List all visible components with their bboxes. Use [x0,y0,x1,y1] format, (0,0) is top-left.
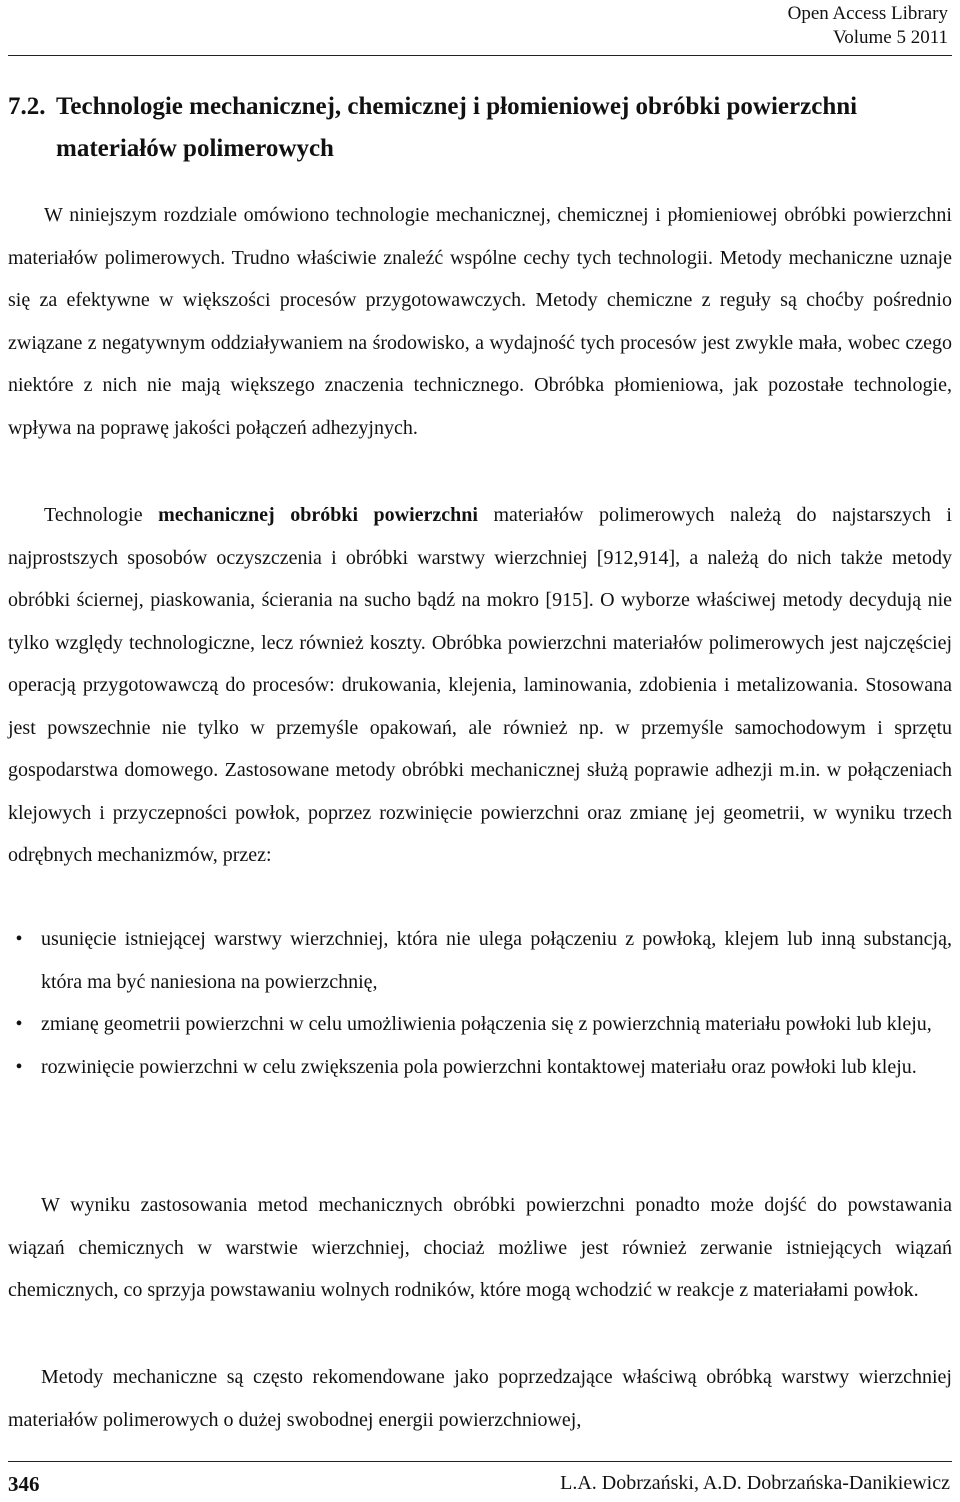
section-heading [8,86,908,170]
list-item-text: usunięcie istniejącej warstwy wierzchniej, która nie ulega połączeniu z powłoką, klejem lub inną substancją, która ma być naniesiona na powierzchnię, [41,928,952,993]
list-item [8,1003,952,1046]
page-number: 346 [8,1472,40,1496]
paragraph-chemical-bonds: W wyniku zastosowania metod mechanicznych obróbki powierzchni ponadto może dojść do powstawania wiązań chemicznych w warstwie wierzchniej, chociaż możliwe jest również zerwanie istniejących wiązań chemicznych, co sprzyja powstawaniu wolnych rodników, które mogą wchodzić w reakcje z materiałami powłok. [8,1194,952,1301]
paragraph-mechanical-emphasis: mechanicznej obróbki powierzchni [158,504,478,526]
paragraph-mechanical-start: Technologie [44,504,159,526]
section-number: 7.2. [8,93,46,120]
footer-divider [8,1461,952,1462]
journal-name: Open Access Library [787,3,948,24]
journal-volume: Volume 5 2011 [832,27,948,48]
header-divider [8,55,952,56]
paragraph-mechanical [8,494,952,877]
journal-header [788,2,948,50]
mechanism-list [8,918,952,1088]
bullet-icon: • [15,1055,23,1078]
bullet-icon: • [15,1013,23,1035]
list-item [8,918,952,1003]
list-item-text: rozwinięcie powierzchni w celu zwiększenia pola powierzchni kontaktowej materiału oraz powłoki lub kleju. [41,1055,917,1078]
paragraph-recommendations: Metody mechaniczne są często rekomendowane jako poprzedzające właściwą obróbką warstwy wierzchniej materiałów polimerowych o dużej swobodnej energii powierzchniowej, [8,1366,952,1431]
footer-authors: L.A. Dobrzański, A.D. Dobrzańska-Danikiewicz [560,1472,950,1494]
list-item [8,1046,952,1089]
list-item-text: zmianę geometrii powierzchni w celu umożliwienia połączenia się z powierzchnią materiału powłoki lub kleju, [41,1013,932,1035]
section-title: Technologie mechanicznej, chemicznej i płomieniowej obróbki powierzchni materiałów polimerowych [56,93,858,162]
paragraph-intro: W niniejszym rozdziale omówiono technologie mechanicznej, chemicznej i płomieniowej obróbki powierzchni materiałów polimerowych. Trudno właściwie znaleźć wspólne cechy tych technologii. Metody mechaniczne uznaje się za efektywne w większości procesów przygotowawczych. Metody chemiczne z reguły są choćby pośrednio związane z negatywnym oddziaływaniem na środowisko, a wydajność tych procesów jest zwykle mała, wobec czego niektóre z nich nie mają większego znaczenia technicznego. Obróbka płomieniowa, jak pozostałe technologie, wpływa na poprawę jakości połączeń adhezyjnych. [8,204,952,439]
paragraph-mechanical-rest: materiałów polimerowych należą do najstarszych i najprostszych sposobów oczyszczenia i obróbki warstwy wierzchniej [912,914], a należą do nich także metody obróbki ściernej, piaskowania, ścierania na sucho bądź na mokro [915]. O wyborze właściwej metody decydują nie tylko względy technologiczne, lecz również koszty. Obróbka powierzchni materiałów polimerowych jest najczęściej operacją przygotowawczą do procesów: drukowania, klejenia, laminowania, zdobienia i metalizowania. Stosowana jest powszechnie nie tylko w przemyśle opakowań, ale również np. w przemyśle samochodowym i sprzętu gospodarstwa domowego. Zastosowane metody obróbki mechanicznej służą poprawie adhezji m.in. w połączeniach klejowych i przyczepności powłok, poprzez rozwinięcie powierzchni oraz zmianę jej geometrii, w wyniku trzech odrębnych mechanizmów, przez: [8,504,952,866]
bullet-icon: • [15,928,23,950]
